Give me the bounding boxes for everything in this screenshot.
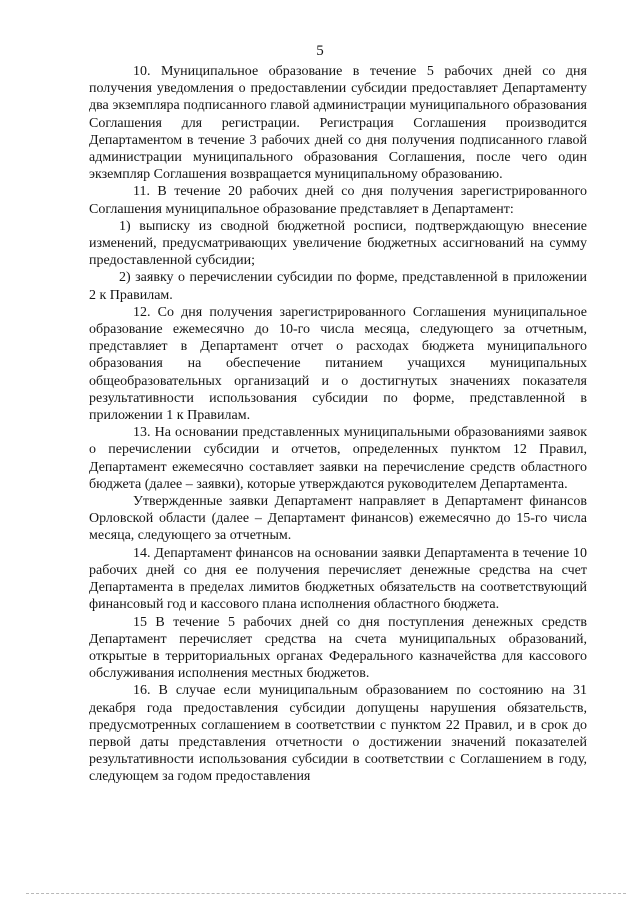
paragraph-11-item-1: 1) выписку из сводной бюджетной росписи, подтверждающую внесение изменений, предусматривающих увеличение бюджетных ассигнований на сумму предоставленной субсидии; <box>89 218 587 269</box>
paragraph-11-item-2: 2) заявку о перечислении субсидии по форме, представленной в приложении 2 к Правилам. <box>89 270 587 303</box>
page-number: 5 <box>316 43 324 59</box>
paragraph-10: 10. Муниципальное образование в течение 5 рабочих дней со дня получения уведомления о предоставлении субсидии предоставляет Департаменту два экземпляра подписанного главой администрации муниципального образования Соглашения для регистрации. Регистрация Соглашения производится Департаментом в течение 3 рабочих дней со дня получения подписанного главой администрации муниципального образования Соглашения, после чего один экземпляр Соглашения возвращается муниципальному образованию. <box>89 64 587 183</box>
paragraph-11: 11. В течение 20 рабочих дней со дня получения зарегистрированного Соглашения муниципальное образование представляет в Департамент: <box>89 184 587 217</box>
paragraph-13-continued: Утвержденные заявки Департамент направляет в Департамент финансов Орловской области (далее – Департамент финансов) ежемесячно до 15-го числа месяца, следующего за отчетным. <box>89 494 587 544</box>
document-body <box>89 63 587 786</box>
paragraph-12: 12. Со дня получения зарегистрированного Соглашения муниципальное образование ежемесячно до 10-го числа месяца, следующего за отчетным, представляет в Департамент отчет о расходах бюджета муниципального образования на обеспечение питанием учащихся муниципальных общеобразовательных организаций и о достигнутых значениях показателя результативности использования субсидии по форме, представленной в приложении 1 к Правилам. <box>89 304 587 424</box>
paragraph-16: 16. В случае если муниципальным образованием по состоянию на 31 декабря года предоставления субсидии допущены нарушения обязательств, предусмотренных соглашением в соответствии с пунктом 22 Правил, и в срок до первой даты представления отчетности о достижении значений показателей результативности использования субсидии в соответствии с Соглашением в году, следующем за годом предоставления <box>89 683 587 785</box>
page-bottom-divider <box>26 893 626 894</box>
paragraph-14: 14. Департамент финансов на основании заявки Департамента в течение 10 рабочих дней со дня ее получения перечисляет денежные средства на счет Департамента в пределах лимитов бюджетных обязательств на соответствующий финансовый год и кассового плана исполнения областного бюджета. <box>89 545 587 613</box>
paragraph-15: 15 В течение 5 рабочих дней со дня поступления денежных средств Департамент перечисляет средства на счета муниципальных образований, открытые в территориальных органах Федерального казначейства для кассового обслуживания исполнения местных бюджетов. <box>89 614 587 682</box>
paragraph-13: 13. На основании представленных муниципальными образованиями заявок о перечислении субсидии и отчетов, определенных пунктом 12 Правил, Департамент ежемесячно составляет заявки на перечисление средств областного бюджета (далее – заявки), которые утверждаются руководителем Департамента. <box>89 425 587 492</box>
